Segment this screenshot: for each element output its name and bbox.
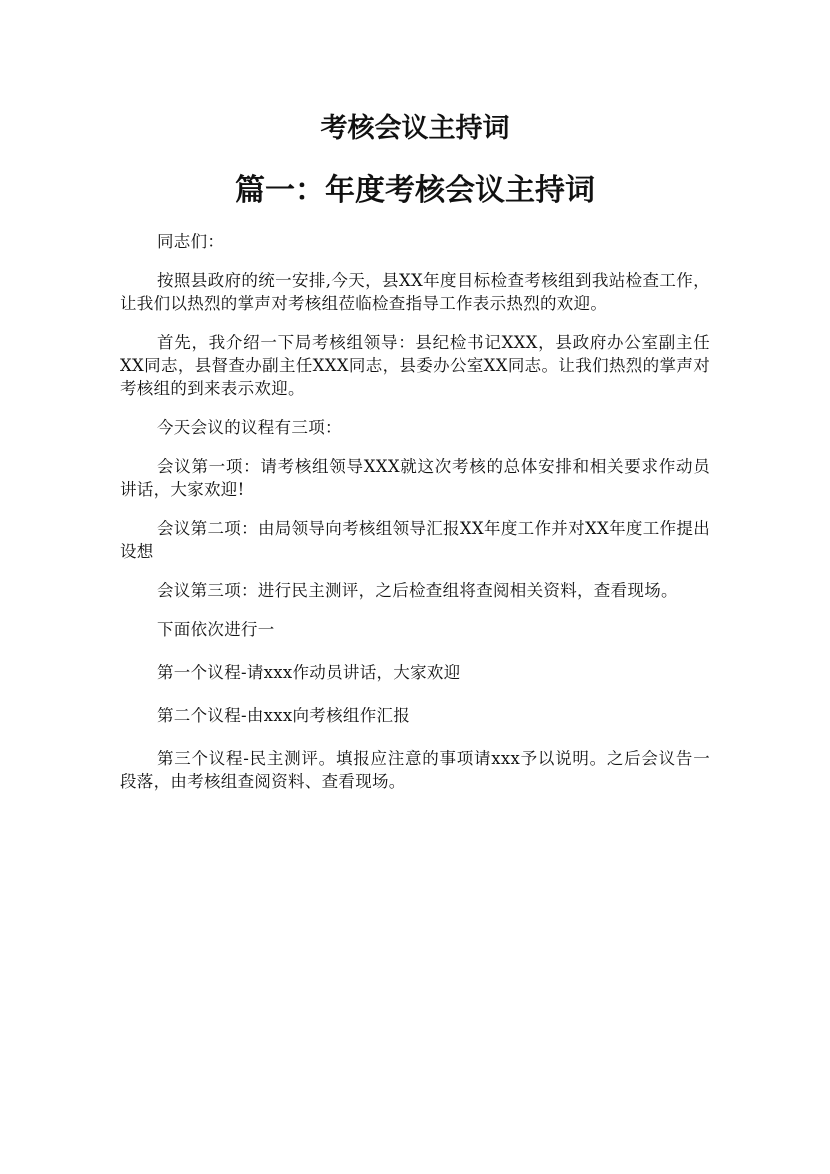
paragraph: 今天会议的议程有三项： (157, 418, 342, 437)
document-body (120, 230, 710, 809)
paragraph: 会议第三项：进行民主测评，之后检查组将查阅相关资料，查看现场。 (157, 581, 678, 600)
paragraph: 第二个议程-由xxx向考核组作汇报 (157, 706, 411, 725)
paragraph: 第一个议程-请xxx作动员讲话，大家欢迎 (157, 663, 461, 682)
paragraph: 会议第一项：请考核组领导XXX就这次考核的总体安排和相关要求作动员讲话，大家欢迎! (120, 457, 710, 499)
paragraph: 会议第二项：由局领导向考核组领导汇报XX年度工作并对XX年度工作提出设想 (120, 519, 710, 561)
document-subtitle: 篇一：年度考核会议主持词 (235, 173, 595, 208)
paragraph: 首先，我介绍一下局考核组领导：县纪检书记XXX，县政府办公室副主任XX同志，县督查办副主任XXX同志，县委办公室XX同志。让我们热烈的掌声对考核组的到来表示欢迎。 (120, 333, 710, 398)
document-title: 考核会议主持词 (320, 113, 510, 144)
paragraph: 第三个议程-民主测评。填报应注意的事项请xxx予以说明。之后会议告一段落，由考核组查阅资料、查看现场。 (120, 749, 710, 791)
paragraph: 同志们： (157, 232, 225, 251)
paragraph: 下面依次进行一 (157, 620, 275, 639)
paragraph: 按照县政府的统一安排,今天，县XX年度目标检查考核组到我站检查工作，让我们以热烈的掌声对考核组莅临检查指导工作表示热烈的欢迎。 (120, 271, 710, 313)
